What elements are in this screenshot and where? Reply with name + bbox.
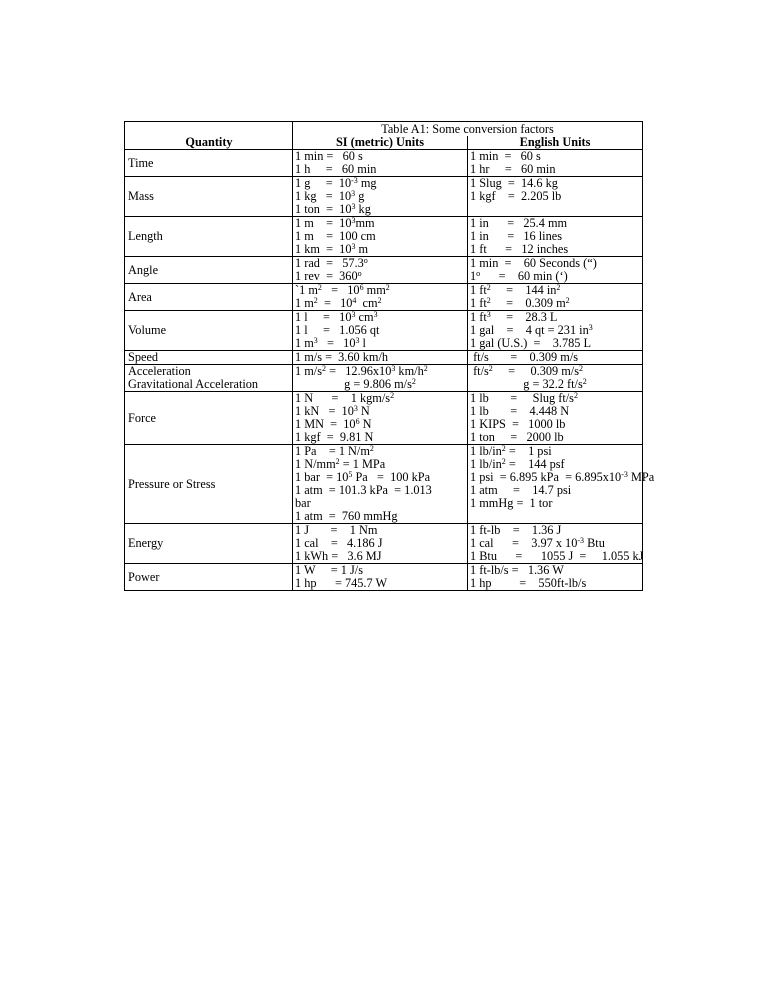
- conversion-line: 1 atm = 760 mmHg: [295, 509, 398, 523]
- table-row: [125, 564, 643, 591]
- conversion-line: 1 N = 1 kgm/$s^2$: [295, 391, 395, 405]
- english-units-cell: [468, 177, 643, 217]
- table-row: [125, 351, 643, 365]
- conversion-line: 1 kgf = 9.81 N: [295, 430, 374, 444]
- conversion-line: 1 J = 1 Nm: [295, 523, 378, 537]
- si-units-cell: [293, 524, 468, 564]
- conversion-line: 1 atm = 101.3 kPa = 1.013: [295, 483, 432, 497]
- table-row: [125, 150, 643, 177]
- table-row: [125, 365, 643, 392]
- table-row: [125, 177, 643, 217]
- si-units-cell: [293, 257, 468, 284]
- quantity-label: Gravitational Acceleration: [128, 377, 259, 391]
- si-units-cell: [293, 311, 468, 351]
- conversion-line: 1 psi = 6.895 kPa = $6.895x10^{-3}$ MPa: [470, 470, 655, 484]
- english-units-cell: [468, 257, 643, 284]
- conversion-line: 1 $N/mm^2 = 1$ MPa: [295, 457, 386, 471]
- conversion-line: 1 in = 16 lines: [470, 229, 562, 243]
- conversion-line: 1 Btu = 1055 J = 1.055 kJ: [470, 549, 644, 563]
- conversion-line: 1 KIPS = 1000 lb: [470, 417, 566, 431]
- conversion-line: 1 hr = 60 min: [470, 162, 556, 176]
- conversion-line: 1 rad = 57.3$^o$: [295, 256, 368, 270]
- quantity-label: Speed: [128, 350, 159, 364]
- english-units-cell: [468, 365, 643, 392]
- conversion-line: 1 h = 60 min: [295, 162, 377, 176]
- table-row: [125, 217, 643, 257]
- conversion-line: 1 l = $10^3$ $cm^3$: [295, 310, 378, 324]
- table-row: [125, 284, 643, 311]
- conversion-line: 1 lb = Slug $ft/s^2$: [470, 391, 578, 405]
- conversion-line: 1 cal = 4.186 J: [295, 536, 383, 550]
- quantity-label: Length: [128, 229, 163, 243]
- caption-row: [125, 122, 643, 137]
- conversion-line: 1 mmHg = 1 tor: [470, 496, 553, 510]
- conversion-line: 1 W = 1 J/s: [295, 563, 363, 577]
- conversion-line: g = 9.806 $m/s^2$: [344, 377, 416, 391]
- conversion-line: 1 $lb/in^2$ = 1 psi: [470, 444, 552, 458]
- si-units-cell: [293, 177, 468, 217]
- si-units-cell: [293, 284, 468, 311]
- table-row: [125, 257, 643, 284]
- conversion-line: 1 cal = 3.97 x $10^{-3}$ Btu: [470, 536, 605, 550]
- english-units-cell: [468, 150, 643, 177]
- conversion-line: 1 ton = 2000 lb: [470, 430, 564, 444]
- table-row: [125, 392, 643, 445]
- quantity-cell: [125, 445, 293, 524]
- si-units-cell: [293, 392, 468, 445]
- conversion-line: 1 km = $10^3$ m: [295, 242, 369, 256]
- conversion-line: 1 min = 60 s: [470, 149, 541, 163]
- quantity-cell: [125, 257, 293, 284]
- quantity-cell: [125, 177, 293, 217]
- conversion-line: 1 $lb/in^2$ = 144 psf: [470, 457, 565, 471]
- si-units-cell: [293, 445, 468, 524]
- conversion-line: 1 atm = 14.7 psi: [470, 483, 572, 497]
- header-si-units: SI (metric) Units: [293, 136, 468, 150]
- english-units-cell: [468, 444, 655, 524]
- conversion-line: bar: [295, 496, 311, 510]
- english-units-cell: [468, 564, 643, 591]
- quantity-label: Pressure or Stress: [128, 476, 216, 491]
- conversion-line: 1 m = 100 cm: [295, 229, 376, 243]
- conversion-line: 1 $m^2 = 10^4$ $cm^2$: [295, 296, 382, 310]
- conversion-line: 1 hp = 745.7 W: [295, 576, 388, 590]
- english-units-cell: [468, 524, 643, 564]
- quantity-label: Power: [128, 569, 160, 584]
- conversion-line: 1 min = 60 s: [295, 149, 363, 163]
- conversion-line: 1 lb = 4.448 N: [470, 404, 570, 418]
- english-units-cell: [468, 392, 643, 445]
- conversion-line: 1 hp = 550ft-lb/s: [470, 576, 587, 590]
- si-units-cell: [293, 217, 468, 257]
- conversion-line: 1 $ft^2$ = 144 $in^2$: [470, 283, 561, 297]
- quantity-label: Angle: [128, 262, 159, 277]
- si-units-cell: [293, 365, 468, 392]
- quantity-label: Volume: [128, 323, 167, 337]
- conversion-line: 1 ft-lb = 1.36 J: [470, 523, 562, 537]
- conversion-line: 1 $m^3 = 10^3$ l: [295, 336, 366, 350]
- header-english-units: English Units: [468, 136, 643, 150]
- conversion-line: 1 kWh = 3.6 MJ: [295, 549, 382, 563]
- conversion-line: 1 MN = $10^6$ N: [295, 417, 372, 431]
- english-units-cell: [468, 284, 643, 311]
- table-body: [125, 122, 655, 591]
- conversion-line: 1 in = 25.4 mm: [470, 216, 568, 230]
- header-quantity: Quantity: [125, 136, 293, 150]
- table-row: [125, 311, 643, 351]
- conversion-line: 1$^o$ = 60 min (‘): [470, 269, 568, 283]
- conversion-line: 1 bar = $10^5$ Pa = 100 kPa: [295, 470, 431, 484]
- quantity-cell: [125, 392, 293, 445]
- quantity-label: Mass: [128, 189, 154, 203]
- conversion-line: 1 kgf = 2.205 lb: [470, 189, 562, 203]
- caption-left-cell: [125, 122, 293, 137]
- conversion-line: 1 Pa = 1 $N/m^2$: [295, 444, 374, 458]
- quantity-label: Area: [128, 289, 152, 304]
- english-units-cell: [468, 351, 643, 365]
- quantity-cell: [125, 150, 293, 177]
- quantity-cell: [125, 284, 293, 311]
- header-row: [125, 136, 643, 150]
- quantity-label: Energy: [128, 536, 164, 550]
- conversion-line: 1 l = 1.056 qt: [295, 323, 380, 337]
- quantity-label: Time: [128, 155, 154, 170]
- quantity-cell: [125, 524, 293, 564]
- quantity-cell: [125, 311, 293, 351]
- quantity-cell: [125, 217, 293, 257]
- conversion-line: 1 $ft^2$ = 0.309 $m^2$: [470, 296, 570, 310]
- conversion-line: 1 gal (U.S.) = 3.785 L: [470, 336, 592, 350]
- quantity-label: Force: [128, 410, 156, 425]
- english-units-cell: [468, 217, 643, 257]
- si-units-cell: [293, 150, 468, 177]
- si-units-cell: [293, 351, 468, 365]
- conversion-line: 1 kN = $10^3$ N: [295, 404, 370, 418]
- conversion-factors-table: [124, 121, 655, 591]
- conversion-line: 1 ft-lb/s = 1.36 W: [470, 563, 564, 577]
- quantity-label: Acceleration: [128, 364, 191, 378]
- table-caption: Table A1: Some conversion factors: [293, 122, 643, 137]
- conversion-line: 1 $ft^3$ = 28.3 L: [470, 310, 558, 324]
- conversion-line: 1 m/s = 3.60 km/h: [295, 350, 389, 364]
- conversion-line: 1 gal = 4 qt = 231 $in^3$: [470, 323, 593, 337]
- conversion-line: 1 kg = $10^3$ g: [295, 189, 365, 203]
- conversion-line: 1 $m/s^2 = 12.96x10^3$ $km/h^2$: [295, 364, 428, 378]
- conversion-line: $ft/s^2$ = 0.309 $m/s^2$: [470, 364, 583, 378]
- quantity-cell: [125, 564, 293, 591]
- english-units-cell: [468, 311, 643, 351]
- conversion-line: `1 $m^2 = 10^6$ $mm^2$: [295, 283, 390, 297]
- conversion-line: 1 ft = 12 inches: [470, 242, 569, 256]
- quantity-cell: [125, 351, 293, 365]
- conversion-line: ft/s = 0.309 m/s: [470, 350, 579, 364]
- conversion-line: 1 Slug = 14.6 kg: [470, 176, 558, 190]
- quantity-cell: [125, 365, 293, 392]
- conversion-line: 1 ton = $10^3$ kg: [295, 202, 371, 216]
- conversion-line: 1 m = $10^3mm$: [295, 216, 375, 230]
- si-units-cell: [293, 564, 468, 591]
- conversion-line: g = 32.2 $ft/s^2$: [523, 377, 587, 391]
- conversion-line: 1 g = $10^{-3}$ mg: [295, 176, 377, 190]
- conversion-line: 1 rev = 360$^o$: [295, 269, 362, 283]
- table-row: [125, 524, 643, 564]
- conversion-line: 1 min = 60 Seconds (“): [470, 256, 597, 270]
- table-row: [125, 445, 643, 524]
